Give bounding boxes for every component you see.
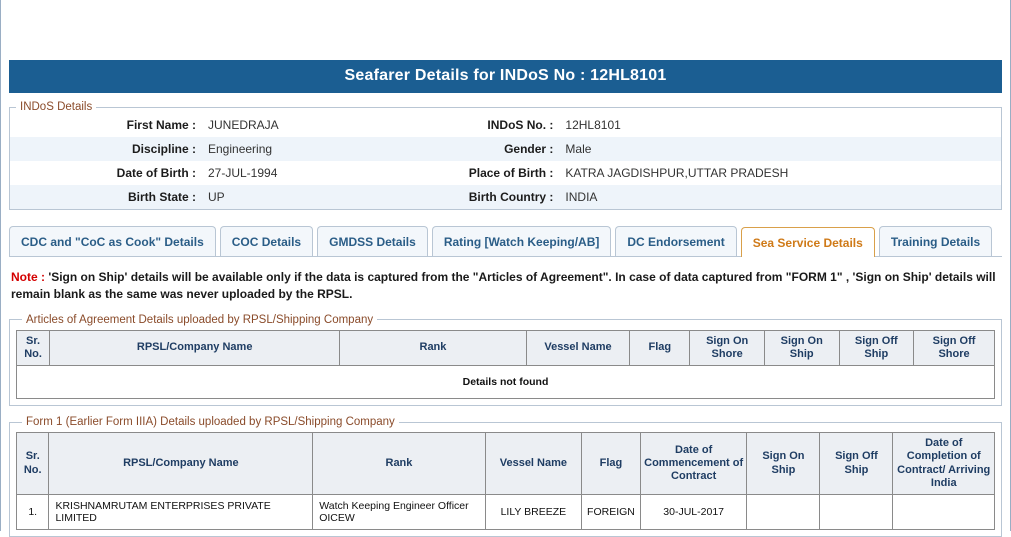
top-spacer [1, 0, 1010, 60]
place-of-birth-label: Place of Birth : [468, 166, 554, 180]
tab-training-details[interactable]: Training Details [879, 226, 992, 256]
col-flag: Flag [630, 330, 690, 365]
gender-value: Male [565, 142, 592, 156]
col-sr-no: Sr. No. [17, 330, 50, 365]
dob-label: Date of Birth : [116, 166, 196, 180]
table-row [17, 366, 995, 399]
col-sign-off-shore: Sign Off Shore [914, 330, 995, 365]
col-date-of-commencement: Date of Commencement of Contract [640, 433, 747, 495]
tab-gmdss-details[interactable]: GMDSS Details [317, 226, 428, 256]
col-rank: Rank [340, 330, 526, 365]
tab-coc-details[interactable]: COC Details [220, 226, 313, 256]
note-text: 'Sign on Ship' details will be available only if the data is captured from the "Articles of Agreement". In case of data captured from "FORM 1" , 'Sign on Ship' details will remain blank as the same was never uploaded by the RPSL. [11, 270, 996, 302]
col-flag: Flag [582, 433, 641, 495]
sign-on-ship-note [11, 269, 1000, 304]
table-row [10, 113, 1001, 137]
page-title: Seafarer Details for INDoS No : 12HL8101 [9, 60, 1002, 93]
table-row [10, 137, 1001, 161]
cell-flag: FOREIGN [582, 494, 641, 529]
col-sr-no: Sr. No. [17, 433, 49, 495]
col-company-name: RPSL/Company Name [49, 433, 313, 495]
first-name-value: JUNEDRAJA [208, 118, 279, 132]
cell-company-name: KRISHNAMRUTAM ENTERPRISES PRIVATE LIMITED [49, 494, 313, 529]
birth-state-label: Birth State : [127, 190, 196, 204]
col-sign-on-shore: Sign On Shore [690, 330, 765, 365]
birth-country-value: INDIA [565, 190, 598, 204]
note-prefix: Note : [11, 270, 45, 284]
cell-sr-no: 1. [17, 494, 49, 529]
articles-of-agreement-legend: Articles of Agreement Details uploaded by RPSL/Shipping Company [26, 313, 374, 326]
indos-no-label: INDoS No. : [487, 118, 554, 132]
cell-sign-off-ship [820, 494, 893, 529]
table-header-row [17, 433, 995, 495]
tab-rating-watch-keeping-ab[interactable]: Rating [Watch Keeping/AB] [432, 226, 612, 256]
articles-of-agreement-section [9, 314, 1002, 406]
gender-label: Gender : [504, 142, 554, 156]
birth-state-value: UP [208, 190, 225, 204]
discipline-label: Discipline : [131, 142, 196, 156]
tab-cdc-coc-as-cook[interactable]: CDC and "CoC as Cook" Details [9, 226, 216, 256]
indos-details-section [9, 101, 1002, 210]
cell-sign-on-ship [747, 494, 820, 529]
col-sign-on-ship: Sign On Ship [764, 330, 839, 365]
col-rank: Rank [313, 433, 485, 495]
cell-date-of-commencement: 30-JUL-2017 [640, 494, 747, 529]
form1-legend: Form 1 (Earlier Form IIIA) Details uploaded by RPSL/Shipping Company [26, 416, 395, 429]
birth-country-label: Birth Country : [468, 190, 554, 204]
col-company-name: RPSL/Company Name [50, 330, 340, 365]
col-vessel-name: Vessel Name [526, 330, 630, 365]
discipline-value: Engineering [208, 142, 273, 156]
dob-value: 27-JUL-1994 [208, 166, 278, 180]
cell-rank: Watch Keeping Engineer Officer OICEW [313, 494, 485, 529]
place-of-birth-value: KATRA JAGDISHPUR,UTTAR PRADESH [565, 166, 789, 180]
details-tabs [9, 226, 1002, 257]
col-date-of-completion: Date of Completion of Contract/ Arriving India [893, 433, 995, 495]
table-row [10, 161, 1001, 185]
details-not-found-message: Details not found [17, 366, 995, 399]
col-sign-off-ship: Sign Off Ship [820, 433, 893, 495]
articles-of-agreement-table [16, 330, 995, 399]
cell-date-of-completion [893, 494, 995, 529]
table-row [10, 185, 1001, 209]
table-row [17, 494, 995, 529]
indos-details-table [10, 113, 1001, 209]
table-header-row [17, 330, 995, 365]
first-name-label: First Name : [126, 118, 196, 132]
tab-dc-endorsement[interactable]: DC Endorsement [615, 226, 736, 256]
indos-no-value: 12HL8101 [565, 118, 621, 132]
col-vessel-name: Vessel Name [485, 433, 581, 495]
cell-vessel-name: LILY BREEZE [485, 494, 581, 529]
col-sign-on-ship: Sign On Ship [747, 433, 820, 495]
indos-details-legend: INDoS Details [20, 101, 93, 113]
tab-sea-service-details[interactable]: Sea Service Details [741, 227, 875, 257]
col-sign-off-ship: Sign Off Ship [839, 330, 914, 365]
form1-section [9, 416, 1002, 537]
form1-table [16, 432, 995, 530]
